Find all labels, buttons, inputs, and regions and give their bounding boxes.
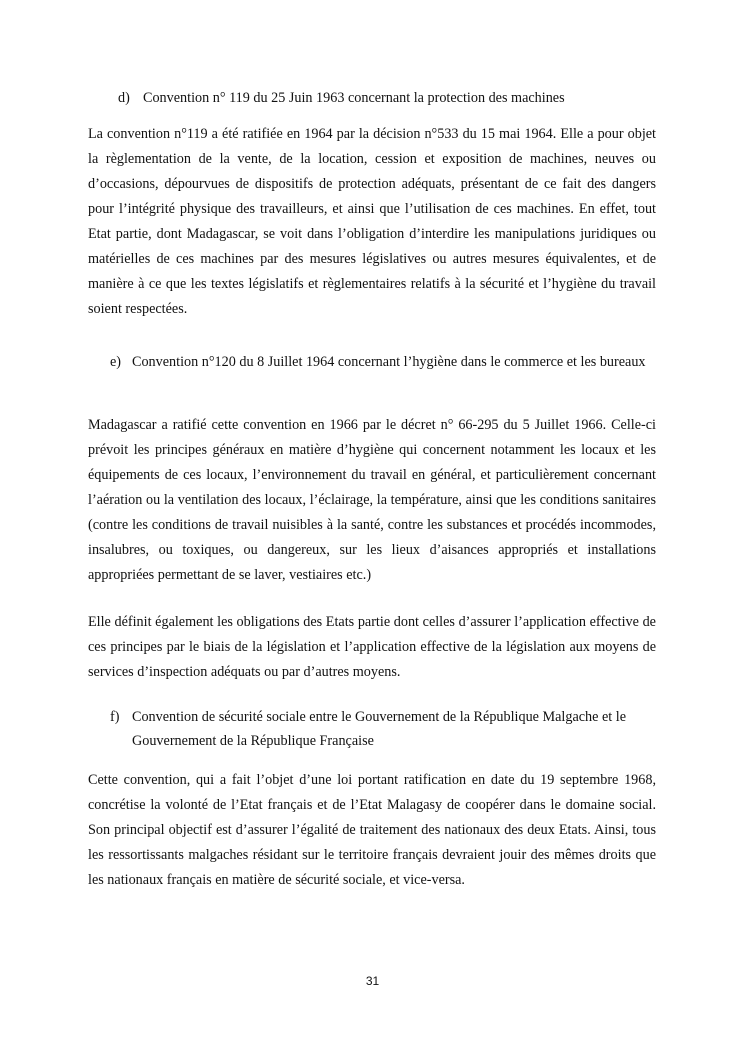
section-f-heading	[110, 705, 656, 753]
section-d-paragraph: La convention n°119 a été ratifiée en 1964 par la décision n°533 du 15 mai 1964. Elle a pour objet la règlementation de la vente, de la location, cession et exposition de machines, neuves ou d’occasions, dépourvues de dispositifs de protection adéquats, présentant de ce fait des dangers pour l’intégrité physique des travailleurs, et ainsi que l’utilisation de ces machines. En effet, tout Etat partie, dont Madagascar, se voit dans l’obligation d’interdire les manipulations juridiques ou matérielles de ces machines par des mesures législatives ou autres mesures équivalentes, et de manière à ce que les textes législatifs et règlementaires relatifs à la sécurité et l’hygiène du travail soient respectées.	[88, 126, 656, 317]
section-f-paragraph: Cette convention, qui a fait l’objet d’une loi portant ratification en date du 19 septembre 1968, concrétise la volonté de l’Etat français et de l’Etat Malagasy de coopérer dans le domaine social. Son principal objectif est d’assurer l’égalité de traitement des nationaux des deux Etats. Ainsi, tous les ressortissants malgaches résidant sur le territoire français devraient jouir des mêmes droits que les nationaux français en matière de sécurité sociale, et vice-versa.	[88, 772, 656, 888]
section-d-heading	[118, 86, 658, 110]
section-d-marker: d)	[118, 90, 130, 106]
page-number: 31	[365, 974, 380, 988]
section-d-title: Convention n° 119 du 25 Juin 1963 concernant la protection des machines	[143, 90, 565, 106]
section-e-paragraph-1: Madagascar a ratifié cette convention en 1966 par le décret n° 66-295 du 5 Juillet 1966. Celle-ci prévoit les principes généraux en matière d’hygiène qui concernent notamment les locaux et les équipements de ces locaux, l’environnement du travail en général, et particulièrement concernant l’aération ou la ventilation des locaux, l’éclairage, la température, ainsi que les conditions sanitaires (contre les conditions de travail nuisibles à la santé, contre les substances et procédés incommodes, insalubres, ou toxiques, ou dangereux, sur les lieux d’aisances appropriés et installations appropriées permettant de se laver, vestiaires etc.)	[88, 417, 656, 583]
section-e-title: Convention n°120 du 8 Juillet 1964 concernant l’hygiène dans le commerce et les bureaux	[132, 354, 646, 370]
section-f-marker: f)	[110, 709, 120, 725]
section-e-marker: e)	[110, 354, 122, 370]
section-e-paragraph-2: Elle définit également les obligations des Etats partie dont celles d’assurer l’application effective de ces principes par le biais de la législation et l’application effective de la législation aux moyens de services d’inspection adéquats ou par d’autres moyens.	[88, 614, 656, 680]
section-e-heading	[110, 350, 656, 398]
section-f-title: Convention de sécurité sociale entre le Gouvernement de la République Malgache et le Gouvernement de la République Française	[132, 709, 627, 749]
